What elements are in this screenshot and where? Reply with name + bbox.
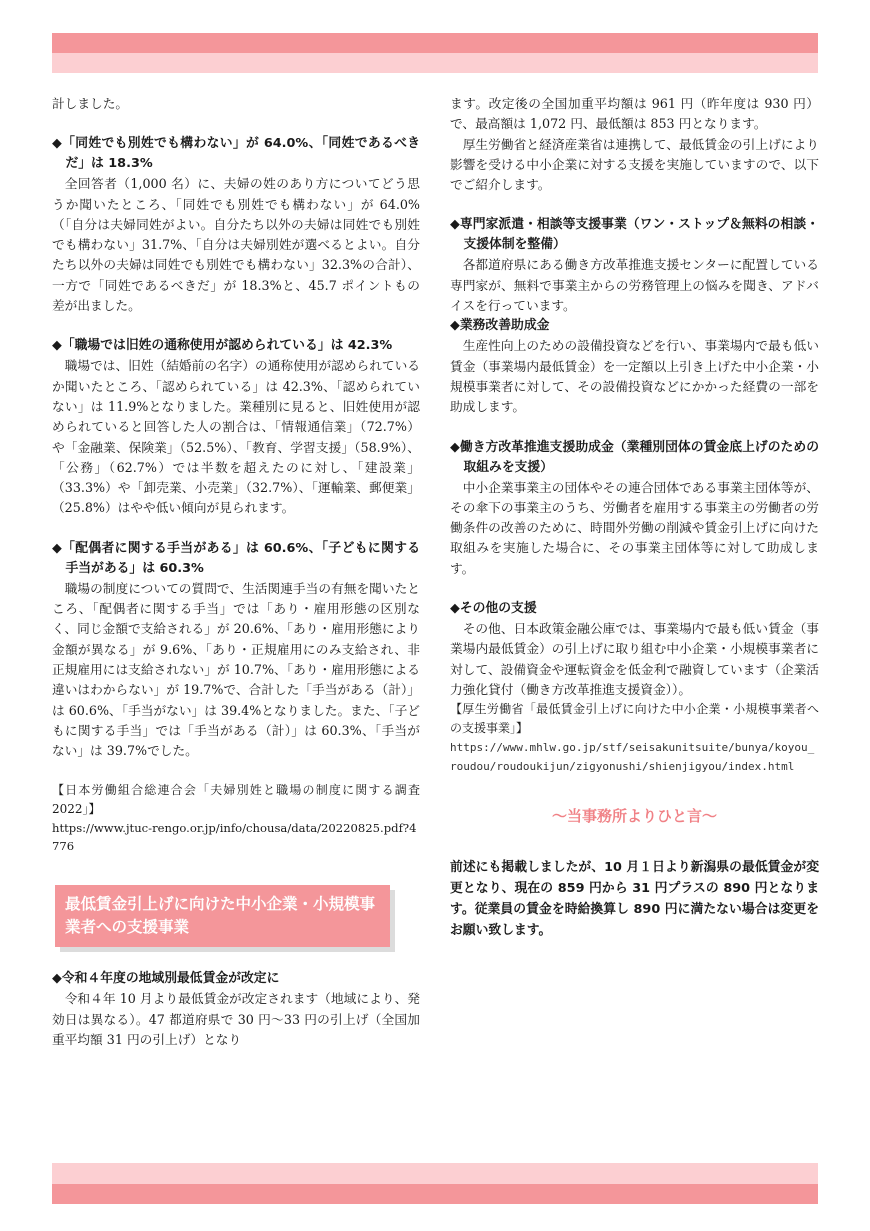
office-message-body: 前述にも掲載しましたが、10 月１日より新潟県の最低賃金が変更となり、現在の 859 円から 31 円プラスの 890 円となります。従業員の賃金を時給換算し 890 円に満たない場合は変更をお願い致します。 xyxy=(450,859,819,938)
section-heading-wage-revision: ◆令和４年度の地域別最低賃金が改定に xyxy=(52,971,280,987)
section-body-workstyle-reform: 中小企業事業主の団体やその連合団体である事業主団体等が、その傘下の事業主のうち、労働者を雇用する事業主の労働者の労働条件の改善のために、時間外労働の削減や賃金引上げに向けた取組みを実施した場合に、その事業主団体等に対して助成します。 xyxy=(450,479,819,576)
source-url-mhlw[interactable]: https://www.mhlw.go.jp/stf/seisakunitsuite/bunya/koyou_roudou/roudoukijun/zigyonushi/shienjigyou/index.html xyxy=(450,741,815,774)
section-body-maiden-name: 職場では、旧姓（結婚前の名字）の通称使用が認められているか聞いたところ、「認められている」は 42.3%、「認められていない」は 11.9%となりました。業種別に見ると、旧姓使用が認められていると回答した人の割合は、「情報通信業」（72.7%）や「金融業、保険業」（52.5%）、「教育、学習支援」（58.9%）、「公務」（62.7%）では半数を超えたのに対し、「建設業」（33.3%）や「卸売業、小売業」（32.7%）、「運輸業、郵便業」（25.8%）はやや低い傾向が見られます。 xyxy=(52,358,420,516)
source-citation-mhlw: 【厚生労働省「最低賃金引上げに向けた中小企業・小規模事業者への支援事業」】 xyxy=(450,702,819,736)
header-band-light xyxy=(52,53,818,73)
left-column xyxy=(52,94,420,1050)
section-heading-workstyle-reform: ◆働き方改革推進支援助成金（業種別団体の賃金底上げのための取組みを支援） xyxy=(450,439,819,475)
section-heading-other-support: ◆その他の支援 xyxy=(450,601,537,617)
right-column xyxy=(450,94,819,941)
intro-tail: 計しました。 xyxy=(52,96,129,111)
support-intro: 厚生労働省と経済産業省は連携して、最低賃金の引上げにより影響を受ける中小企業に対する支援を実施していますので、以下でご紹介します。 xyxy=(450,136,819,193)
footer-band-light xyxy=(52,1163,818,1184)
section-body-wage-revision: 令和４年 10 月より最低賃金が改定されます（地域により、発効日は異なる）。47 都道府県で 30 円～33 円の引上げ（全国加重平均額 31 円の引上げ）となり xyxy=(52,991,420,1048)
section-body-business-improvement: 生産性向上のための設備投資などを行い、事業場内で最も低い賃金（事業場内最低賃金）を一定額以上引き上げた中小企業・小規模事業者に対して、その設備投資などにかかった経費の一部を助成します。 xyxy=(450,338,819,415)
section-body-surname: 全回答者（1,000 名）に、夫婦の姓のあり方についてどう思うか聞いたところ、「同姓でも別姓でも構わない」が 64.0%（「自分は夫婦同姓がよい。自分たち以外の夫婦は同姓でも別姓でも構わない」31.7%、「自分は夫婦別姓が選べるとよい。自分たち以外の夫婦は同姓でも別姓でも構わない」32.3%の合計）、一方で「同姓であるべきだ」が 18.3%と、45.7 ポイントもの差が出ました。 xyxy=(52,176,420,314)
source-citation-rengo: 【日本労働組合総連合会「夫婦別姓と職場の制度に関する調査 2022」】 xyxy=(52,783,420,817)
section-body-expert-dispatch: 各都道府県にある働き方改革推進支援センターに配置している専門家が、無料で事業主からの労務管理上の悩みを聞き、アドバイスを行っています。 xyxy=(450,257,819,314)
section-heading-surname: ◆「同姓でも別姓でも構わない」が 64.0%、「同姓であるべきだ」は 18.3% xyxy=(52,136,420,172)
header-band-dark xyxy=(52,33,818,53)
office-message-title: ～当事務所よりひと言～ xyxy=(551,807,717,826)
section-banner-minimum-wage: 最低賃金引上げに向けた中小企業・小規模事業者への支援事業 xyxy=(55,885,390,947)
section-heading-allowance: ◆「配偶者に関する手当がある」は 60.6%、「子どもに関する手当がある」は 60.3% xyxy=(52,540,420,576)
section-body-other-support: その他、日本政策金融公庫では、事業場内で最も低い賃金（事業場内最低賃金）の引上げに取り組む中小企業・小規模事業者に対して、設備資金や運転資金を低金利で融資しています（企業活力強化貸付（働き方改革推進支援資金））。 xyxy=(450,621,819,697)
footer-band-dark xyxy=(52,1184,818,1204)
section-heading-expert-dispatch: ◆専門家派遣・相談等支援事業（ワン・ストップ＆無料の相談・支援体制を整備） xyxy=(450,217,819,253)
wage-revision-continued: ます。改定後の全国加重平均額は 961 円（昨年度は 930 円）で、最高額は 1,072 円、最低額は 853 円となります。 xyxy=(450,96,819,132)
section-body-allowance: 職場の制度についての質問で、生活関連手当の有無を聞いたところ、「配偶者に関する手当」では「あり・雇用形態の区別なく、同じ金額で支給される」が 20.6%、「あり・雇用形態により金額が異なる」が 9.6%、「あり・正規雇用にのみ支給され、非正規雇用には支給されない」が 10.7%、「あり・雇用形態による違いはわからない」が 19.7%で、合計した「手当がある（計）」は 60.6%、「手当がない」は 39.4%となりました。また、「子どもに関する手当」では「手当がある（計）」は 60.3%、「手当がない」は 39.7%でした。 xyxy=(52,580,420,759)
section-heading-business-improvement: ◆業務改善助成金 xyxy=(450,318,550,334)
source-url-rengo[interactable]: https://www.jtuc-rengo.or.jp/info/chousa/data/20220825.pdf?4776 xyxy=(52,821,417,854)
section-heading-maiden-name: ◆「職場では旧姓の通称使用が認められている」は 42.3% xyxy=(52,338,393,354)
